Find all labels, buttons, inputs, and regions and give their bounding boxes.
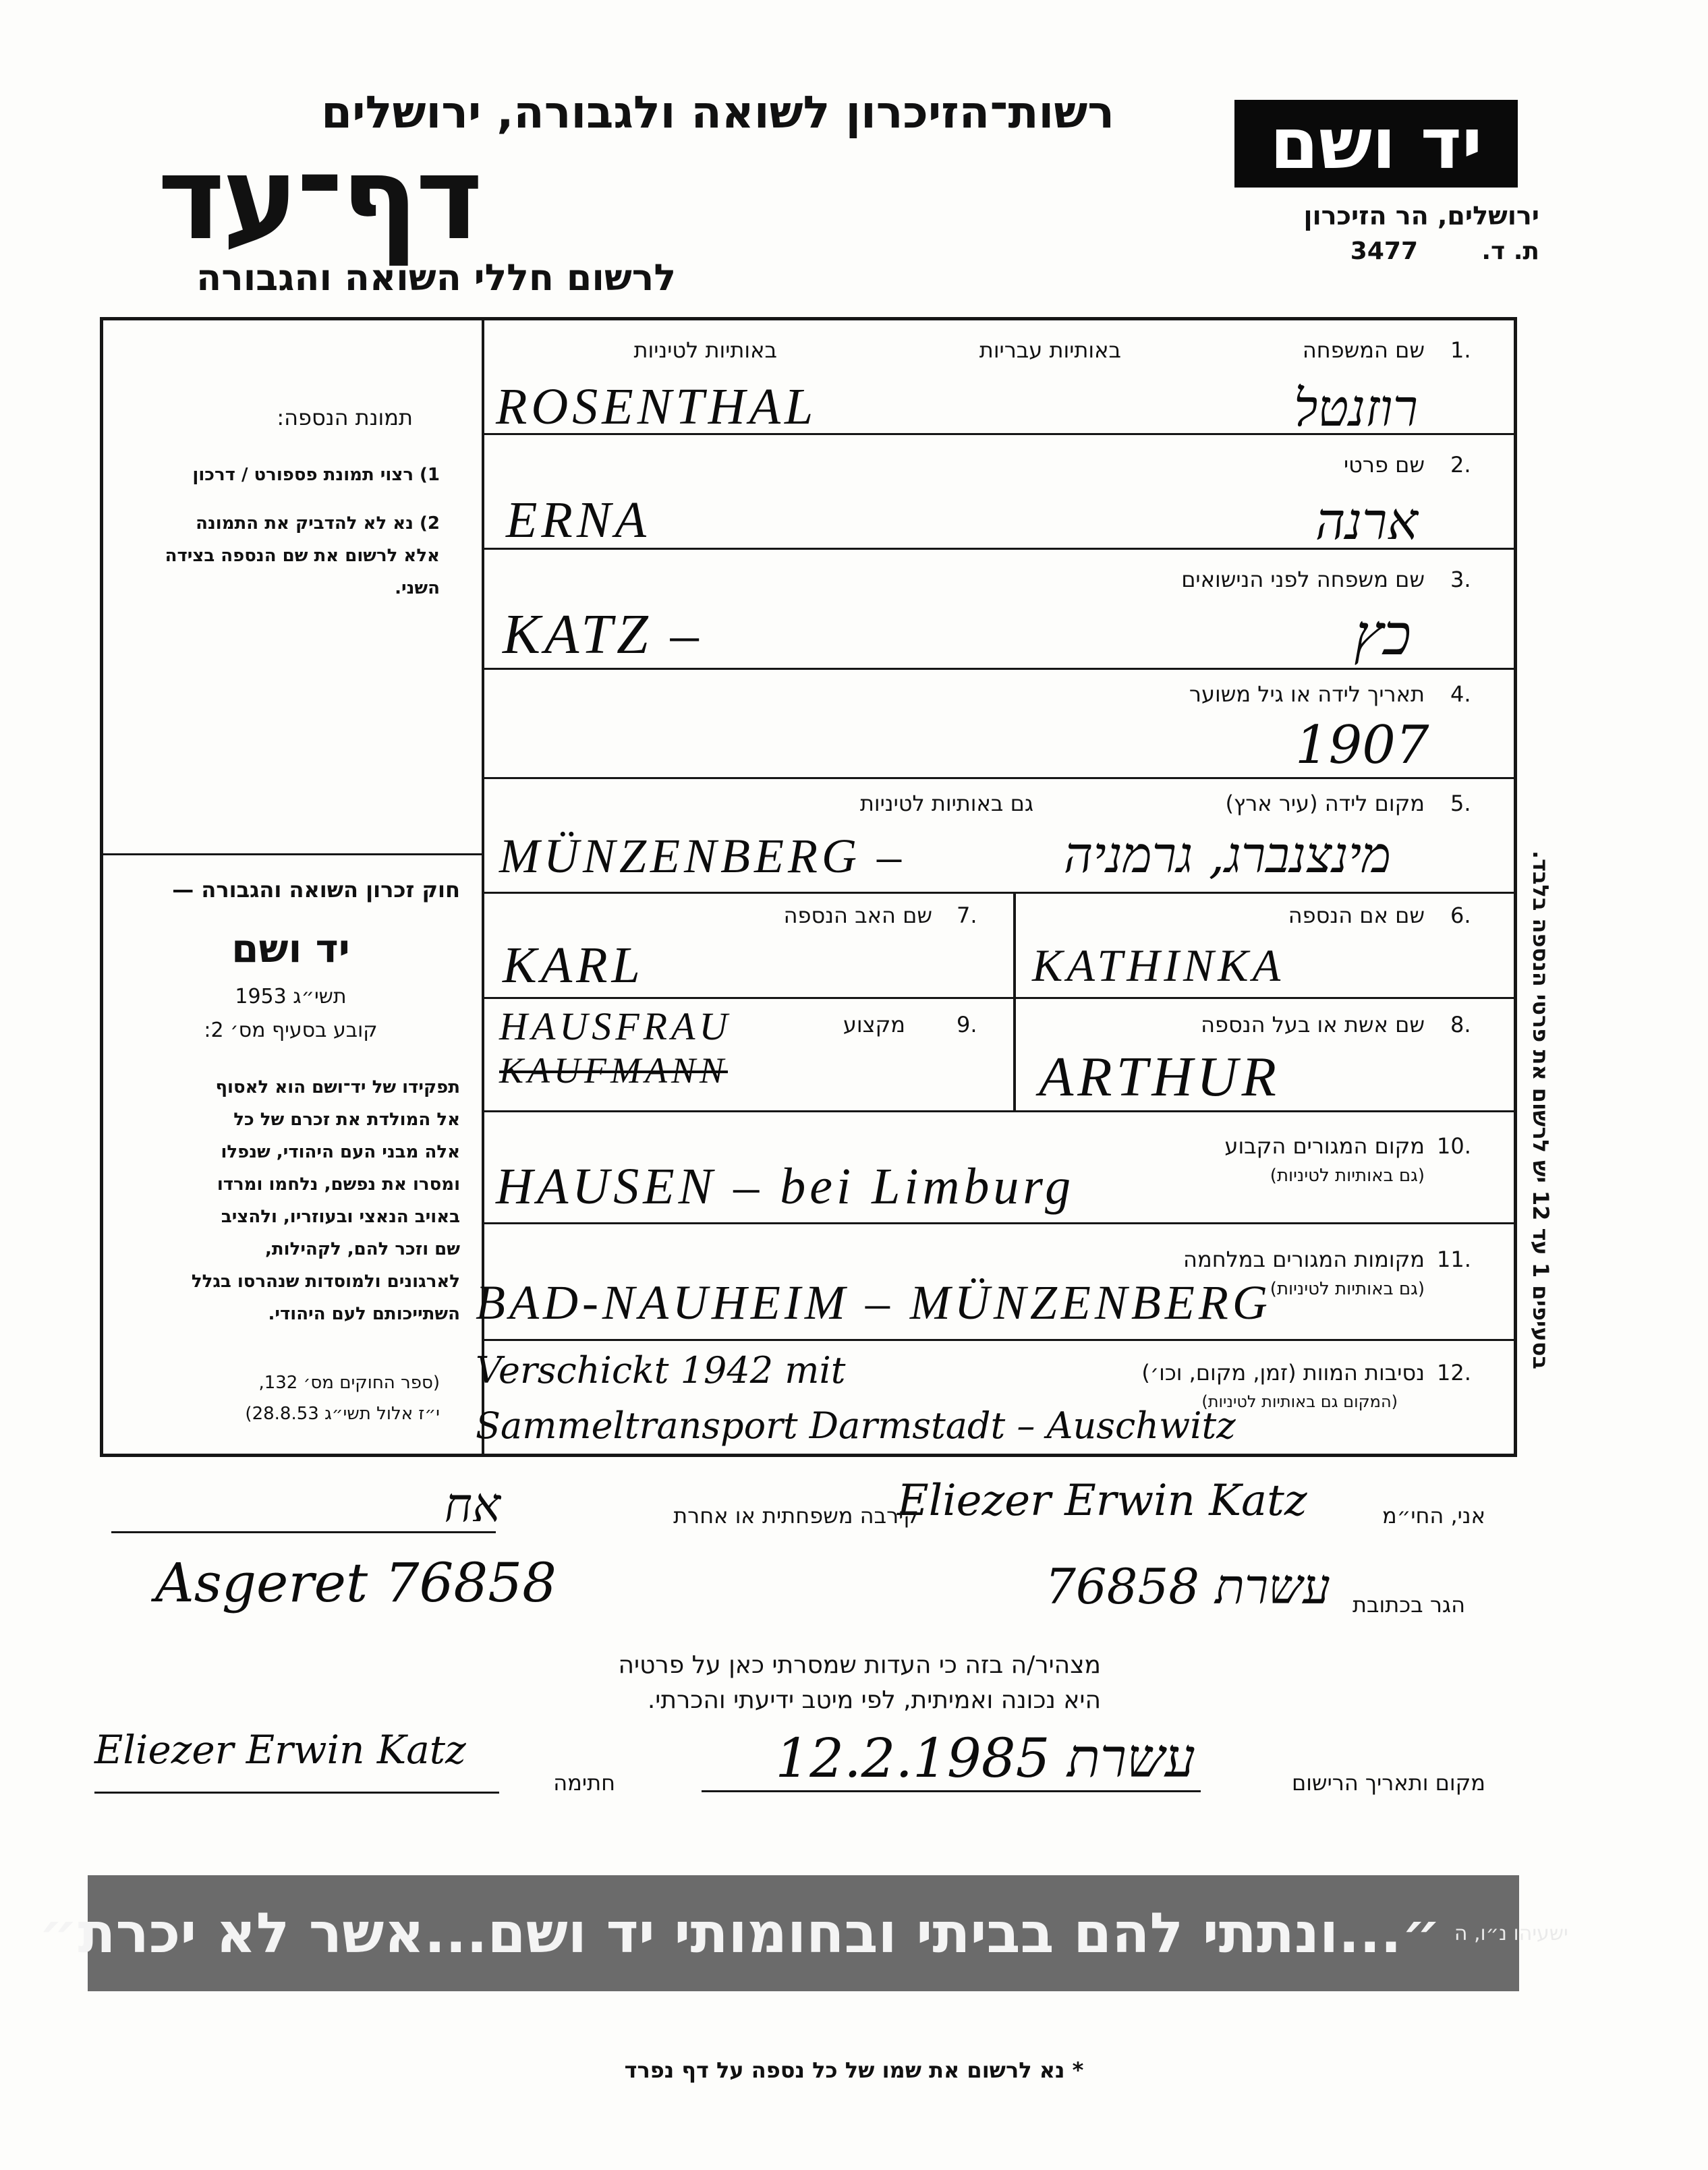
field-8-label: שם אשת או בעל הנספה [1201,1012,1425,1037]
signature-underline [94,1792,499,1794]
field-12-value-line1[interactable]: Verschickt 1942 mit [476,1349,846,1392]
law-body-line: אלה מבני העם היהודי, שנפלו [221,1142,460,1162]
column-split-line [1013,892,1016,1110]
field-5-number: 5. [1450,791,1471,816]
banner-quote: ״...ונתתי להם בביתי ובחומותי יד ושם...אשר לא יכרת״ [38,1901,1441,1966]
photo-note-2-line1: 2) נא לא להדביק את התמונה [196,513,440,534]
field-3-number: 3. [1450,567,1471,592]
field-3-hebrew-value[interactable]: כץ [1354,602,1411,668]
field-2-latin-value[interactable]: ERNA [506,492,650,548]
field-4-value[interactable]: 1907 [1295,715,1429,776]
declarant-label: אני, החי״מ [1382,1503,1485,1529]
side-note-container [1523,695,1564,1369]
field-7-number: 7. [957,903,977,928]
form-title: דף־עד [157,132,480,266]
law-body-line: באויב הנאצי ובעוזריו, ולהציב [221,1207,460,1227]
relation-underline [111,1531,496,1533]
field-6-number: 6. [1450,903,1471,928]
quote-banner [38,1875,1568,1991]
field-8-number: 8. [1450,1012,1471,1037]
law-body-line: תפקידו של יד־ושם הוא לאסוף [215,1077,460,1097]
address-latin[interactable]: Asgeret 76858 [155,1551,557,1614]
file-number-label: ת. ד. [1481,237,1539,265]
field-9-label: מקצוע [843,1012,905,1037]
photo-note-1: 1) רצוי תמונת פספורט / דרכון [192,465,440,485]
declarant-name[interactable]: Eliezer Erwin Katz [897,1476,1307,1526]
field-1-latin-value[interactable]: ROSENTHAL [496,378,818,435]
field-12-number: 12. [1437,1360,1471,1386]
field-1-hebrew-header: באותיות עבריות [979,337,1121,363]
place-date-underline [702,1790,1201,1792]
frame-top-line [100,317,1516,320]
field-12-sublabel: (המקום גם באותיות לטיניות) [1201,1392,1398,1411]
banner-reference: ישעיהו נ״ו, ה [1454,1921,1568,1945]
field-12-label: נסיבות המוות (זמן, מקום, וכו׳) [1141,1360,1425,1386]
field-11-sublabel: (גם באותיות לטיניות) [1270,1279,1425,1299]
photo-panel-title: תמונת הנספה: [277,405,413,430]
address-label: הגר בכתובת [1352,1592,1465,1618]
frame-bottom-line [100,1454,1516,1457]
signature[interactable]: Eliezer Erwin Katz [94,1727,466,1773]
field-11-label: מקומות המגורים במלחמה [1183,1247,1425,1272]
statement-line-2: היא נכונה ואמיתית, לפי מיטב ידיעתי והכרתי. [647,1686,1101,1714]
field-4-number: 4. [1450,681,1471,707]
law-body-line: לארגונים ולמוסדות שנהרסו בגלל [191,1272,460,1292]
row-line [482,777,1514,779]
relation-value[interactable]: אח [444,1477,501,1533]
field-11-value[interactable]: BAD-NAUHEIM – MÜNZENBERG [476,1276,1272,1330]
law-clause: קובע בסעיף מס׳ 2: [204,1019,378,1042]
field-11-number: 11. [1437,1247,1471,1272]
law-body-line: שם וזכר להם, לקהילות, [265,1239,460,1259]
organization-name: רשות־הזיכרון לשואה ולגבורה, ירושלים [321,86,1114,138]
signature-label: חתימה [553,1770,615,1796]
field-4-label: תאריך לידה או גיל משוער [1189,681,1425,707]
field-12-value-line2[interactable]: Sammeltransport Darmstadt – Auschwitz [476,1404,1236,1447]
field-5-latin-value[interactable]: MÜNZENBERG – [499,829,905,883]
law-year: תשי״ג 1953 [235,985,347,1008]
law-name: יד ושם [231,925,350,971]
logo-address: ירושלים, הר הזיכרון [1303,201,1539,231]
field-1-number: 1. [1450,337,1471,363]
place-date-label: מקום ותאריך הרישום [1291,1770,1485,1796]
field-10-sublabel: (גם באותיות לטיניות) [1270,1166,1425,1186]
law-source-2: י״ז אלול תשי״ג 28.8.53) [245,1404,440,1424]
law-body-line: השתייכותם לעם היהודי. [268,1304,460,1324]
field-8-value[interactable]: ARTHUR [1039,1046,1280,1108]
logo-text: יד ושם [1270,103,1483,185]
row-line [482,997,1514,999]
field-6-label: שם אם הנספה [1288,903,1425,928]
field-1-latin-header: באותיות לטיניות [633,337,777,363]
photo-note-2-line3: השני. [395,578,440,598]
field-10-number: 10. [1437,1133,1471,1159]
panel-split-line [100,853,482,855]
row-line [482,892,1514,894]
relation-label: קירבה משפחתית או אחרת [673,1503,919,1529]
field-9-value[interactable]: HAUSFRAU [499,1004,732,1048]
address-hebrew[interactable]: עשרת 76858 [1045,1558,1330,1615]
field-2-hebrew-value[interactable]: ארנה [1315,491,1418,551]
field-9-number: 9. [957,1012,977,1037]
side-note: בסעיפים 1 עד 12 יש לרשום את פרטי הנספה בלבד. [1528,850,1554,1369]
field-7-value[interactable]: KARL [503,937,644,994]
law-source-1: (ספר החוקים מס׳ 132, [258,1373,440,1393]
statement-line-1: מצהיר/ה בזה כי העדות שמסרתי כאן על פרטיה [618,1651,1101,1679]
footer-note: * נא לרשום את שמו של כל נספה על דף נפרד [624,2057,1084,2083]
field-5-label: מקום לידה (עיר ארץ) [1225,791,1425,816]
field-5-hebrew-value[interactable]: מינצנברג, גרמניה [1063,826,1391,884]
law-body-line: ומסרו את נפשם, נלחמו ומרדו [217,1174,460,1195]
field-2-number: 2. [1450,452,1471,478]
law-body-line: אל המולדת את זכרם של כל [233,1110,460,1130]
row-line [482,1339,1514,1341]
frame-right-line [1514,317,1517,1457]
field-5-latin-header: גם באותיות לטיניות [859,791,1033,816]
file-number-value: 3477 [1350,237,1418,265]
photo-note-2-line2: אלא לרשום את שם הנספה בצידה [165,546,440,566]
law-body [123,1071,460,1330]
field-3-latin-value[interactable]: KATZ – [503,603,703,666]
field-10-value[interactable]: HAUSEN – bei Limburg [496,1158,1075,1215]
field-9-struck-value: KAUFMANN [499,1050,728,1091]
row-line [482,1222,1514,1224]
law-heading: חוק זכרון השואה והגבורה — [172,877,460,903]
place-date-value[interactable]: עשרת 12.2.1985 [775,1727,1195,1790]
row-line [482,1110,1514,1112]
field-6-value[interactable]: KATHINKA [1032,940,1285,991]
field-2-label: שם פרטי [1343,452,1425,478]
field-10-label: מקום המגורים הקבוע [1224,1133,1425,1159]
field-1-label: שם המשפחה [1302,337,1425,363]
form-subtitle: לרשום חללי השואה והגבורה [196,256,676,299]
field-1-hebrew-value[interactable]: רוזנטל [1293,378,1418,438]
yad-vashem-logo [1234,100,1518,188]
field-7-label: שם האב הנספה [783,903,932,928]
field-3-label: שם משפחה לפני הנישואים [1181,567,1425,592]
frame-left-line [100,317,103,1457]
